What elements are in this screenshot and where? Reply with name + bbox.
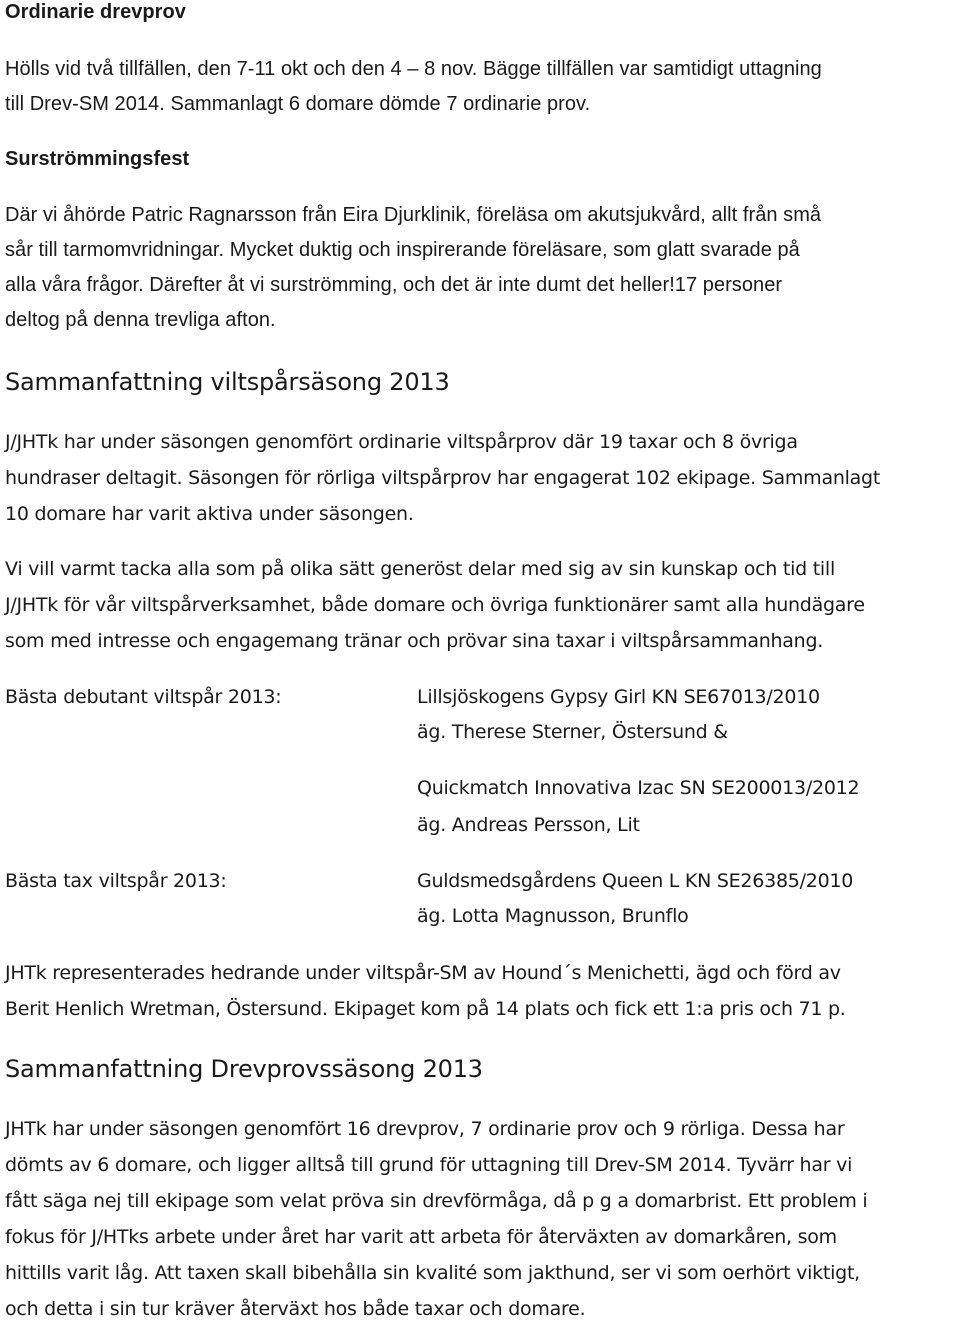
- thanks-paragraph: [5, 551, 957, 659]
- award-owner-row: [5, 715, 957, 750]
- award-dog-owner: äg. Therese Sterner, Östersund &: [417, 721, 728, 743]
- body-line: Berit Henlich Wretman, Östersund. Ekipaget kom på 14 plats och fick ett 1:a pris och 71 p.: [5, 998, 846, 1020]
- award-label: Bästa debutant viltspår 2013:: [5, 686, 282, 708]
- body-line: Vi vill varmt tacka alla som på olika sätt generöst delar med sig av sin kunskap och tid till: [5, 558, 835, 580]
- award-dog-name: Guldsmedsgårdens Queen L KN SE26385/2010: [417, 870, 854, 892]
- body-line: dömts av 6 domare, och ligger alltså till grund för uttagning till Drev-SM 2014. Tyvärr har vi: [5, 1154, 853, 1176]
- section-body: [5, 198, 957, 338]
- body-line: Hölls vid två tillfällen, den 7-11 okt och den 4 – 8 nov. Bägge tillfällen var samtidigt uttagning: [5, 58, 822, 80]
- award-dog-name: Quickmatch Innovativa Izac SN SE200013/2012: [417, 777, 860, 799]
- body-line: fått säga nej till ekipage som velat pröva sin drevförmåga, då p g a domarbrist. Ett problem i: [5, 1190, 868, 1212]
- award-dog-owner: äg. Andreas Persson, Lit: [417, 814, 640, 836]
- body-line: hittills varit låg. Att taxen skall bibehålla sin kvalité som jakthund, ser vi som oerhört viktigt,: [5, 1262, 860, 1284]
- sm-result-paragraph: [5, 955, 957, 1027]
- award-dog-name: Lillsjöskogens Gypsy Girl KN SE67013/2010: [417, 686, 820, 708]
- body-line: hundraser deltagit. Säsongen för rörliga viltspårprov har engagerat 102 ekipage. Sammanlagt: [5, 467, 881, 489]
- section-heading: Ordinarie drevprov: [5, 1, 186, 23]
- body-line: alla våra frågor. Därefter åt vi surströmming, och det är inte dumt det heller!17 personer: [5, 274, 783, 296]
- body-line: och detta i sin tur kräver återväxt hos både taxar och domare.: [5, 1298, 586, 1320]
- award-owner-row: [5, 899, 957, 934]
- award-label: Bästa tax viltspår 2013:: [5, 870, 227, 892]
- section-heading: Surströmmingsfest: [5, 148, 190, 170]
- body-line: deltog på denna trevliga afton.: [5, 309, 276, 331]
- body-line: fokus för J/HTks arbete under året har varit att arbeta för återväxten av domarkåren, som: [5, 1226, 837, 1248]
- award-dog-owner: äg. Lotta Magnusson, Brunflo: [417, 905, 689, 927]
- body-line: J/JHTk har under säsongen genomfört ordinarie viltspårprov där 19 taxar och 8 övriga: [5, 431, 798, 453]
- body-line: som med intresse och engagemang tränar och prövar sina taxar i viltspårsammanhang.: [5, 630, 824, 652]
- section-surstrommingsfest: [5, 142, 957, 177]
- body-line: till Drev-SM 2014. Sammanlagt 6 domare dömde 7 ordinarie prov.: [5, 93, 591, 115]
- body-line: Där vi åhörde Patric Ragnarsson från Eira Djurklinik, föreläsa om akutsjukvård, allt från små: [5, 204, 822, 226]
- body-line: J/JHTk för vår viltspårverksamhet, både domare och övriga funktionärer samt alla hundägare: [5, 594, 865, 616]
- award-owner-row: [5, 808, 957, 843]
- body-line: sår till tarmomvridningar. Mycket duktig och inspirerande föreläsare, som glatt svarade på: [5, 239, 800, 261]
- body-line: JHTk har under säsongen genomfört 16 drevprov, 7 ordinarie prov och 9 rörliga. Dessa har: [5, 1118, 845, 1140]
- section-body: [5, 52, 957, 122]
- section-heading: Sammanfattning Drevprovssäsong 2013: [5, 1055, 483, 1083]
- section-viltsparsasong: [5, 364, 957, 400]
- award-debutant-row: [5, 680, 957, 715]
- section-body: [5, 1111, 957, 1327]
- body-line: JHTk representerades hedrande under viltspår-SM av Hound´s Menichetti, ägd och förd av: [5, 962, 841, 984]
- section-heading: Sammanfattning viltspårsäsong 2013: [5, 368, 450, 396]
- body-line: 10 domare har varit aktiva under säsongen.: [5, 503, 414, 525]
- award-dog-row: [5, 771, 957, 806]
- section-drevprovssasong: [5, 1051, 957, 1087]
- section-ordinarie-drevprov: [5, 0, 957, 30]
- award-tax-row: [5, 864, 957, 899]
- section-body: [5, 424, 957, 532]
